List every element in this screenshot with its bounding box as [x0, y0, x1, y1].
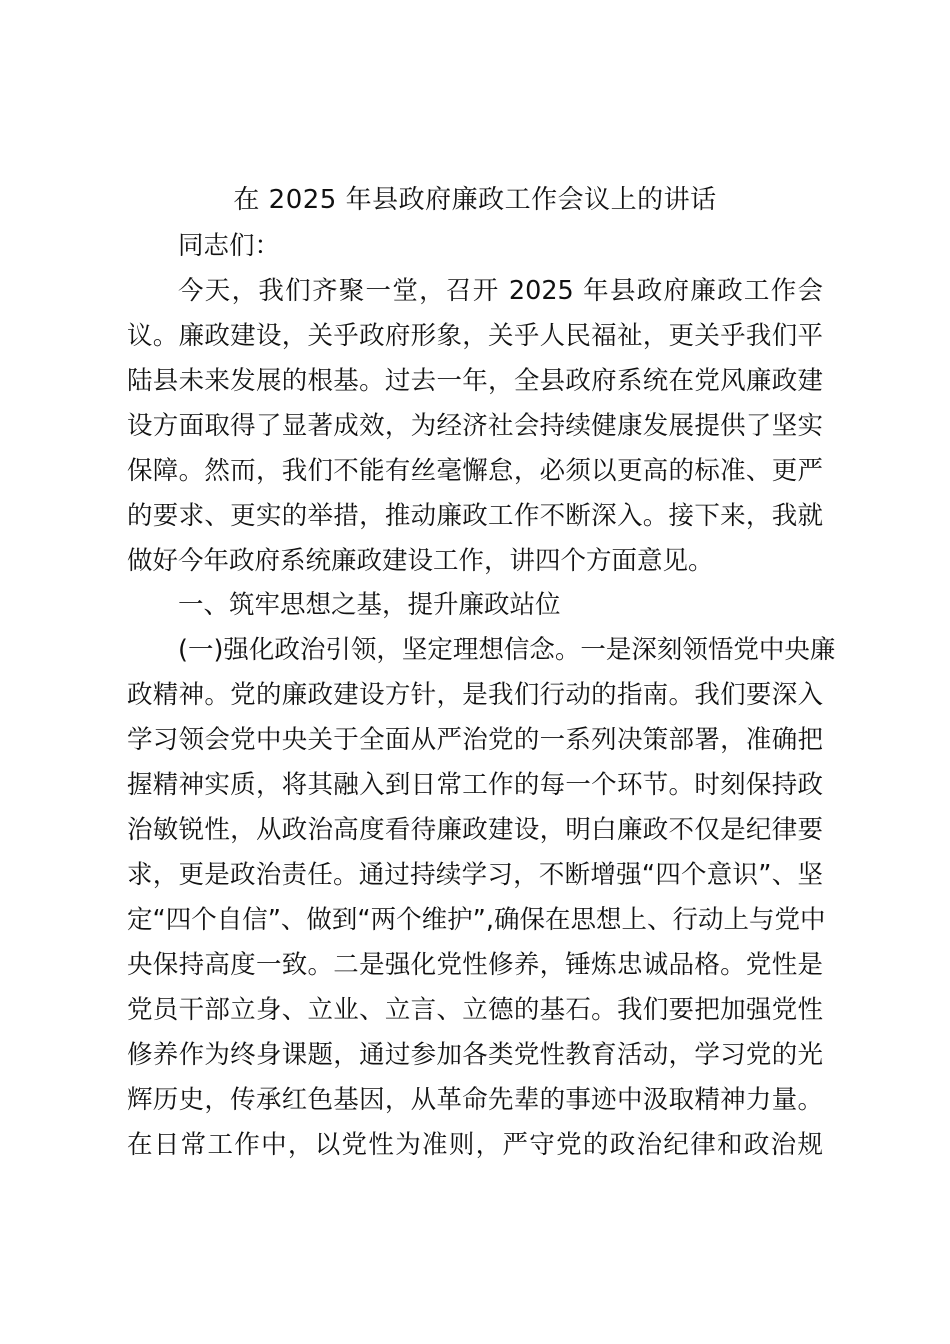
paragraph-line: (一)强化政治引领，坚定理想信念。一是深刻领悟党中央廉: [178, 635, 836, 665]
paragraph-line: 设方面取得了显著成效，为经济社会持续健康发展提供了坚实: [127, 411, 823, 441]
paragraph-line: 党员干部立身、立业、立言、立德的基石。我们要把加强党性: [127, 995, 823, 1025]
paragraph-line: 修养作为终身课题，通过参加各类党性教育活动，学习党的光: [127, 1040, 823, 1070]
paragraph-opening: [127, 269, 823, 584]
paragraph-line: 握精神实质，将其融入到日常工作的每一个环节。时刻保持政: [127, 770, 823, 800]
paragraph-line: 的要求、更实的举措，推动廉政工作不断深入。接下来，我就: [127, 501, 823, 531]
paragraph-line: 学习领会党中央关于全面从严治党的一系列决策部署，准确把: [127, 725, 823, 755]
paragraph-line: 求，更是政治责任。通过持续学习，不断增强“四个意识”、坚: [127, 860, 823, 890]
paragraph-section-one: [127, 628, 836, 1168]
paragraph-line: 定“四个自信”、做到“两个维护”,确保在思想上、行动上与党中: [127, 905, 826, 935]
salutation: [127, 224, 823, 269]
section-heading: [127, 583, 823, 628]
paragraph-line: 治敏锐性，从政治高度看待廉政建设，明白廉政不仅是纪律要: [127, 815, 823, 845]
paragraph-line: 议。廉政建设，关乎政府形象，关乎人民福祉，更关乎我们平: [127, 321, 823, 351]
section-heading-text: 一、筑牢思想之基，提升廉政站位: [178, 590, 561, 620]
paragraph-line: 政精神。党的廉政建设方针，是我们行动的指南。我们要深入: [127, 680, 823, 710]
paragraph-line: 做好今年政府系统廉政建设工作，讲四个方面意见。: [127, 546, 714, 576]
paragraph-line: 保障。然而，我们不能有丝毫懈怠，必须以更高的标准、更严: [127, 456, 823, 486]
paragraph-line: 今天，我们齐聚一堂，召开 2025 年县政府廉政工作会: [178, 276, 823, 306]
salutation-text: 同志们：: [178, 231, 281, 261]
document-title: 在 2025 年县政府廉政工作会议上的讲话: [233, 185, 717, 215]
paragraph-line: 辉历史，传承红色基因，从革命先辈的事迹中汲取精神力量。: [127, 1085, 823, 1115]
paragraph-line: 陆县未来发展的根基。过去一年，全县政府系统在党风廉政建: [127, 366, 823, 396]
paragraph-line: 央保持高度一致。二是强化党性修养，锤炼忠诚品格。党性是: [127, 950, 823, 980]
paragraph-line: 在日常工作中，以党性为准则，严守党的政治纪律和政治规: [127, 1130, 823, 1160]
